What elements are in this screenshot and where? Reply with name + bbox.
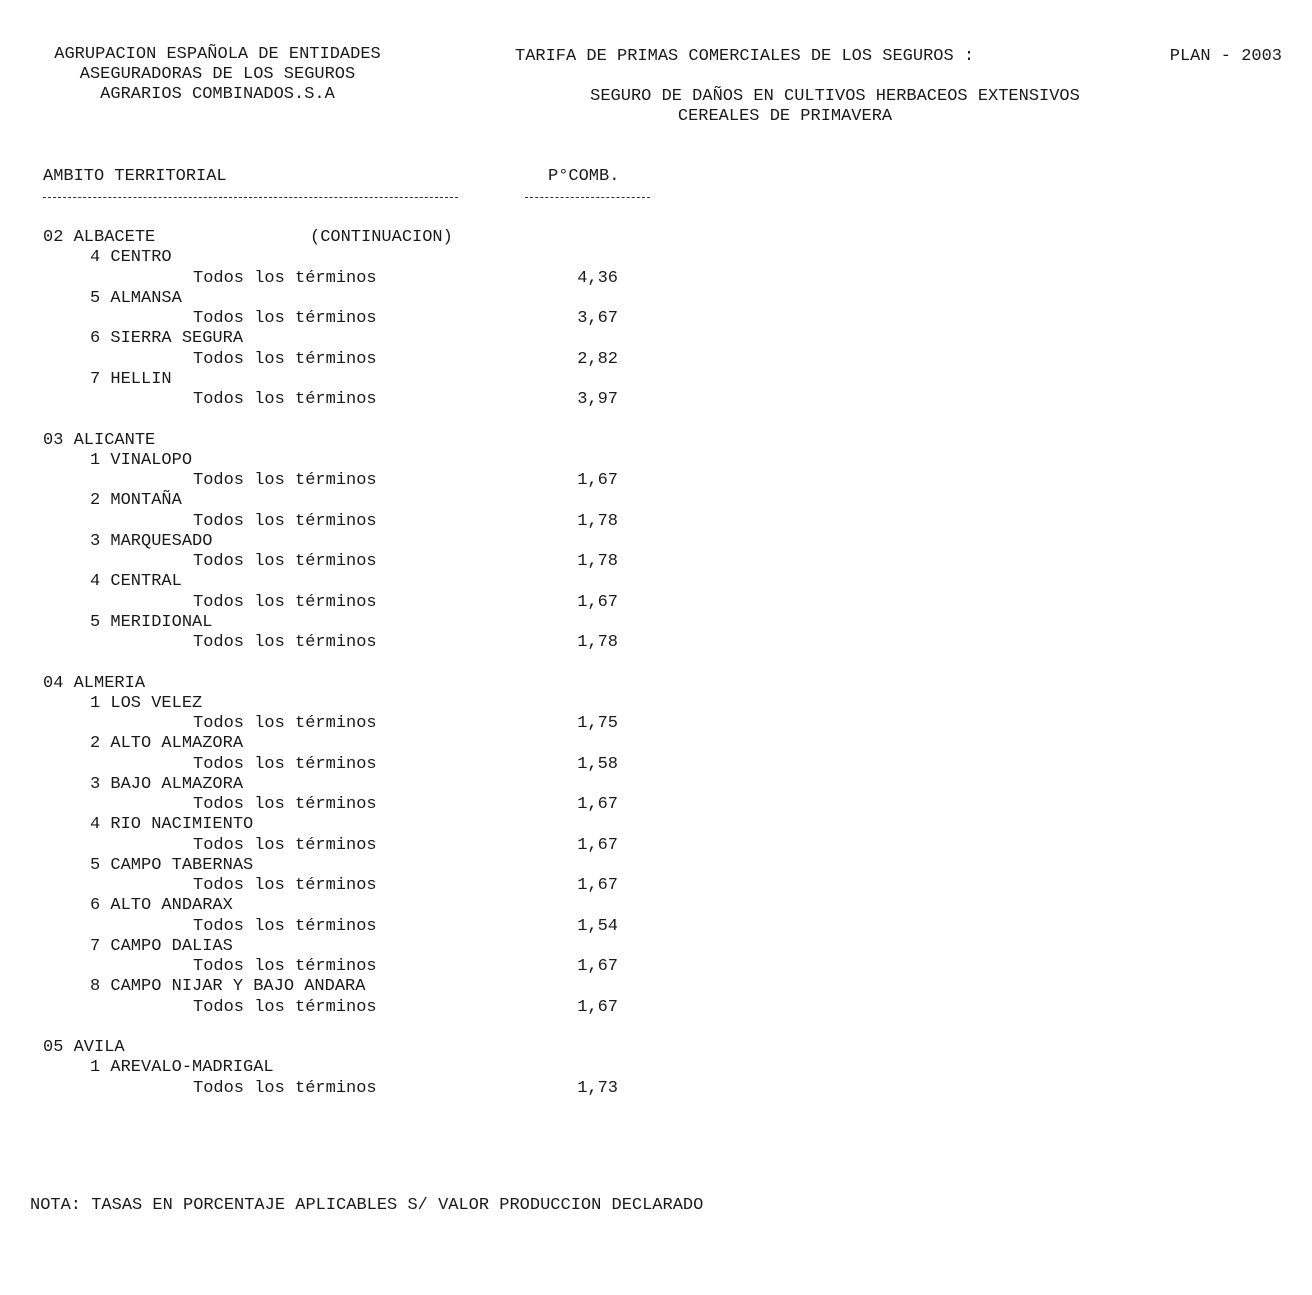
comarca-name: 1 VINALOPO: [90, 450, 193, 470]
prima-value: 2,82: [577, 349, 618, 369]
term-label: Todos los términos: [193, 835, 377, 855]
column-header-prima: P°COMB.: [548, 167, 620, 186]
prima-value: 1,67: [577, 592, 618, 612]
term-label: Todos los términos: [193, 795, 377, 814]
term-row: [0, 957, 700, 977]
comarca-row: [0, 977, 700, 997]
prima-value: 1,54: [577, 916, 618, 936]
term-row: [0, 755, 700, 775]
term-row: [0, 512, 700, 532]
comarca-name: 5 CAMPO TABERNAS: [90, 855, 254, 875]
comarca-row: [0, 370, 700, 390]
term-row: [0, 633, 700, 653]
term-row: [0, 795, 700, 815]
term-label: Todos los términos: [193, 714, 377, 733]
column-header-ambito: AMBITO TERRITORIAL: [43, 167, 227, 186]
province-note: (CONTINUACION): [310, 228, 453, 247]
comarca-name: 2 MONTAÑA: [90, 491, 182, 511]
comarca-row: [0, 1058, 700, 1078]
province-row: [0, 431, 700, 451]
org-name-line-2: ASEGURADORAS DE LOS SEGUROS: [79, 65, 356, 84]
province-name: 05 AVILA: [43, 1038, 125, 1057]
term-row: [0, 552, 700, 572]
comarca-name: 4 CENTRAL: [90, 572, 182, 592]
prima-value: 1,67: [577, 471, 618, 490]
comarca-name: 1 LOS VELEZ: [90, 693, 203, 713]
prima-value: 1,67: [577, 835, 618, 855]
comarca-row: [0, 734, 700, 754]
term-label: Todos los términos: [193, 754, 377, 774]
term-row: [0, 714, 700, 734]
comarca-name: 3 BAJO ALMAZORA: [90, 774, 244, 794]
province-row: [0, 674, 700, 694]
seguro-title-line-2: CEREALES DE PRIMAVERA: [677, 107, 893, 126]
column-rule-ambito: [43, 197, 458, 198]
comarca-row: [0, 775, 700, 795]
comarca-row: [0, 248, 700, 268]
prima-value: 1,78: [577, 633, 618, 652]
term-row: [0, 269, 700, 289]
comarca-row: [0, 289, 700, 309]
comarca-name: 7 HELLIN: [90, 369, 172, 389]
prima-value: 4,36: [577, 268, 618, 288]
prima-value: 1,58: [577, 754, 618, 774]
term-row: [0, 917, 700, 937]
comarca-row: [0, 896, 700, 916]
comarca-name: 1 AREVALO-MADRIGAL: [90, 1058, 274, 1078]
tarifa-title: TARIFA DE PRIMAS COMERCIALES DE LOS SEGUROS :: [515, 47, 975, 66]
province-row: [0, 228, 700, 248]
province-row: [0, 1038, 700, 1058]
comarca-row: [0, 613, 700, 633]
province-name: 04 ALMERIA: [43, 673, 146, 693]
comarca-name: 4 CENTRO: [90, 248, 172, 268]
plan-label: PLAN - 2003: [1169, 47, 1282, 66]
prima-value: 3,67: [577, 309, 618, 328]
term-row: [0, 390, 700, 410]
comarca-row: [0, 491, 700, 511]
term-row: [0, 1079, 700, 1099]
term-row: [0, 876, 700, 896]
term-row: [0, 309, 700, 329]
comarca-row: [0, 572, 700, 592]
comarca-row: [0, 329, 700, 349]
comarca-name: 6 ALTO ANDARAX: [90, 896, 233, 916]
comarca-name: 4 RIO NACIMIENTO: [90, 815, 254, 835]
org-name-line-1: AGRUPACION ESPAÑOLA DE ENTIDADES: [54, 45, 381, 64]
prima-value: 1,67: [577, 795, 618, 814]
term-label: Todos los términos: [193, 592, 377, 612]
term-label: Todos los términos: [193, 390, 377, 409]
term-row: [0, 471, 700, 491]
term-label: Todos los términos: [193, 511, 377, 531]
term-label: Todos los términos: [193, 957, 377, 976]
comarca-row: [0, 856, 700, 876]
prima-value: 1,78: [577, 511, 618, 531]
prima-value: 1,73: [577, 1078, 618, 1098]
term-row: [0, 998, 700, 1018]
prima-value: 1,67: [577, 957, 618, 976]
prima-value: 1,67: [577, 997, 618, 1017]
prima-value: 1,67: [577, 876, 618, 895]
province-name: 03 ALICANTE: [43, 430, 156, 450]
comarca-row: [0, 451, 700, 471]
prima-value: 3,97: [577, 390, 618, 409]
term-label: Todos los términos: [193, 309, 377, 328]
comarca-name: 3 MARQUESADO: [90, 531, 213, 551]
prima-value: 1,75: [577, 714, 618, 733]
term-label: Todos los términos: [193, 876, 377, 895]
term-label: Todos los términos: [193, 552, 377, 571]
term-row: [0, 350, 700, 370]
comarca-name: 7 CAMPO DALIAS: [90, 936, 233, 956]
comarca-name: 6 SIERRA SEGURA: [90, 329, 244, 349]
province-name: 02 ALBACETE: [43, 228, 156, 247]
comarca-name: 5 MERIDIONAL: [90, 612, 213, 632]
term-row: [0, 836, 700, 856]
comarca-name: 5 ALMANSA: [90, 288, 182, 308]
comarca-row: [0, 694, 700, 714]
term-label: Todos los términos: [193, 997, 377, 1017]
org-name-line-3: AGRARIOS COMBINADOS.S.A: [100, 85, 335, 104]
comarca-name: 2 ALTO ALMAZORA: [90, 734, 244, 754]
comarca-row: [0, 937, 700, 957]
comarca-name: 8 CAMPO NIJAR Y BAJO ANDARA: [90, 977, 366, 997]
term-label: Todos los términos: [193, 471, 377, 490]
term-label: Todos los términos: [193, 268, 377, 288]
footer-note: NOTA: TASAS EN PORCENTAJE APLICABLES S/ VALOR PRODUCCION DECLARADO: [30, 1196, 704, 1215]
comarca-row: [0, 815, 700, 835]
seguro-title-line-1: SEGURO DE DAÑOS EN CULTIVOS HERBACEOS EXTENSIVOS: [590, 87, 1080, 106]
prima-value: 1,78: [577, 552, 618, 571]
term-row: [0, 593, 700, 613]
term-label: Todos los términos: [193, 1078, 377, 1098]
column-rule-prima: [525, 197, 650, 198]
term-label: Todos los términos: [193, 916, 377, 936]
comarca-row: [0, 532, 700, 552]
term-label: Todos los términos: [193, 349, 377, 369]
term-label: Todos los términos: [193, 633, 377, 652]
